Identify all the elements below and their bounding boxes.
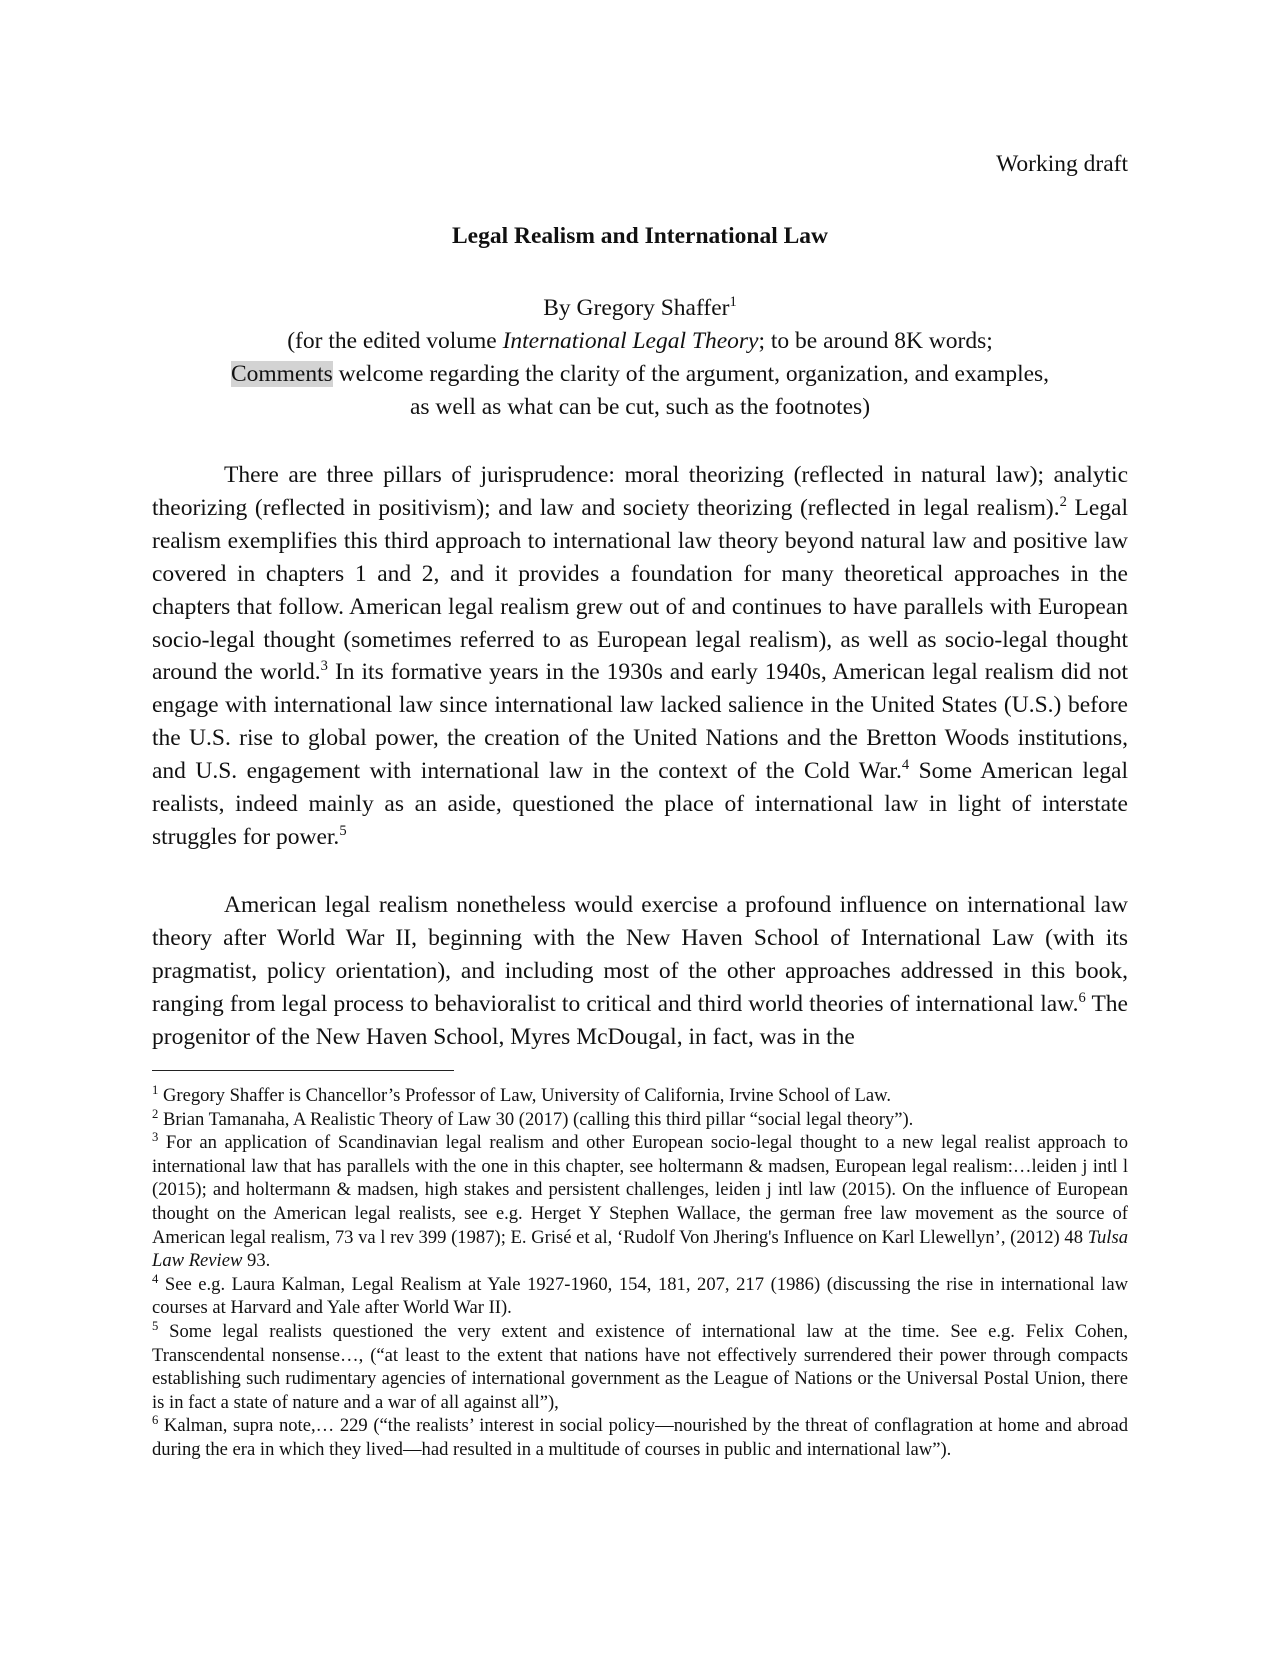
footnotes — [152, 1084, 1128, 1462]
body-paragraph: American legal realism nonetheless would exercise a profound influence on international law theory after World War II, beginning with the New Haven School of International Law (with its pragmatist, policy orientation), and including most of the other approaches addressed in this book, ranging from legal process to behavioralist to critical and third world theories of international law.$^6$ The progenitor of the New Haven School, Myres McDougal, in fact, was in the — [152, 892, 1128, 1050]
footnote: $^1$ Gregory Shaffer is Chancellor’s Professor of Law, University of California, Irvine School of Law. — [152, 1083, 892, 1106]
footnote-ref[interactable]: 4 — [901, 757, 910, 774]
footnote-ref[interactable]: 6 — [1078, 989, 1086, 1006]
author-name: By Gregory Shaffer — [543, 295, 730, 321]
document-page — [152, 0, 1128, 1656]
footnote: $^2$ Brian Tamanaha, A Realistic Theory of Law 30 (2017) (calling this third pillar “social legal theory”). — [152, 1106, 914, 1130]
byline — [152, 292, 1128, 424]
footnote: $^5$ Some legal realists questioned the very extent and existence of international law at the time. See e.g. Felix Cohen, Transcendental nonsense…, (“at least to the extent that nations have not effectively surrendered their power through compacts establishing such rudimentary agencies of international government as the League of Nations or the Universal Postal Union, there is in fact a state of nature and a war of all against all”), — [152, 1318, 1128, 1413]
editorial-note-line: as well as what can be cut, such as the footnotes) — [409, 394, 871, 420]
footnote-ref[interactable]: 2 — [1059, 493, 1067, 510]
footnote-separator — [152, 1070, 454, 1071]
comment-highlight[interactable]: Comments — [230, 361, 333, 387]
page-title: Legal Realism and International Law — [451, 223, 829, 249]
footnote-ref[interactable]: 5 — [339, 822, 347, 839]
footnote: $^3$ For an application of Scandinavian legal realism and other European socio-legal thought to a new legal realist approach to international law that has parallels with the one in this chapter, see holtermann & madsen, European legal realism:…leiden j intl l (2015); and holtermann & madsen, high stakes and persistent challenges, leiden j intl law (2015). On the influence of European thought on the American legal realists, see e.g. Herget Y Stephen Wallace, the german free law movement as the source of American legal realism, 73 va l rev 399 (1987); E. Grisé et al, ‘Rudolf Von Jhering's Influence on Karl Llewellyn’, (2012) 48 Tulsa Law Review 93. — [152, 1130, 1128, 1272]
volume-title: International Legal Theory — [502, 328, 759, 354]
editorial-note-line: (for the edited volume International Legal Theory; to be around 8K words; — [287, 328, 993, 354]
footnote: $^4$ See e.g. Laura Kalman, Legal Realism at Yale 1927-1960, 154, 181, 207, 217 (1986) (discussing the rise in international law courses at Harvard and Yale after World War II). — [152, 1271, 1128, 1319]
draft-label: Working draft — [996, 151, 1128, 177]
editorial-note-line: Comments welcome regarding the clarity of the argument, organization, and examples, — [230, 361, 1050, 387]
footnote-ref[interactable]: 3 — [320, 658, 328, 675]
body-paragraph: There are three pillars of jurisprudence: moral theorizing (reflected in natural law); analytic theorizing (reflected in positivism); and law and society theorizing (reflected in legal realism).$^2$ Legal realism exemplifies this third approach to international law theory beyond natural law and positive law covered in chapters 1 and 2, and it provides a foundation for many theoretical approaches in the chapters that follow. American legal realism grew out of and continues to have parallels with European socio-legal thought (sometimes referred to as European legal realism), as well as socio-legal thought around the world.$^3$ In its formative years in the 1930s and early 1940s, American legal realism did not engage with international law since international law lacked salience in the United States (U.S.) before the U.S. rise to global power, the creation of the United Nations and the Bretton Woods institutions, and U.S. engagement with international law in the context of the Cold War.$^4$ Some American legal realists, indeed mainly as an aside, questioned the place of international law in light of interstate struggles for power.$^5$ — [152, 462, 1128, 850]
footnote: $^6$ Kalman, supra note,… 229 (“the realists’ interest in social policy—nourished by the threat of conflagration at home and abroad during the era in which they lived—had resulted in a multitude of courses in public and international law”). — [152, 1413, 1128, 1460]
journal-title: Tulsa Law Review — [152, 1226, 1128, 1272]
author-line — [152, 292, 1128, 325]
footnote-ref[interactable]: 1 — [729, 293, 737, 310]
